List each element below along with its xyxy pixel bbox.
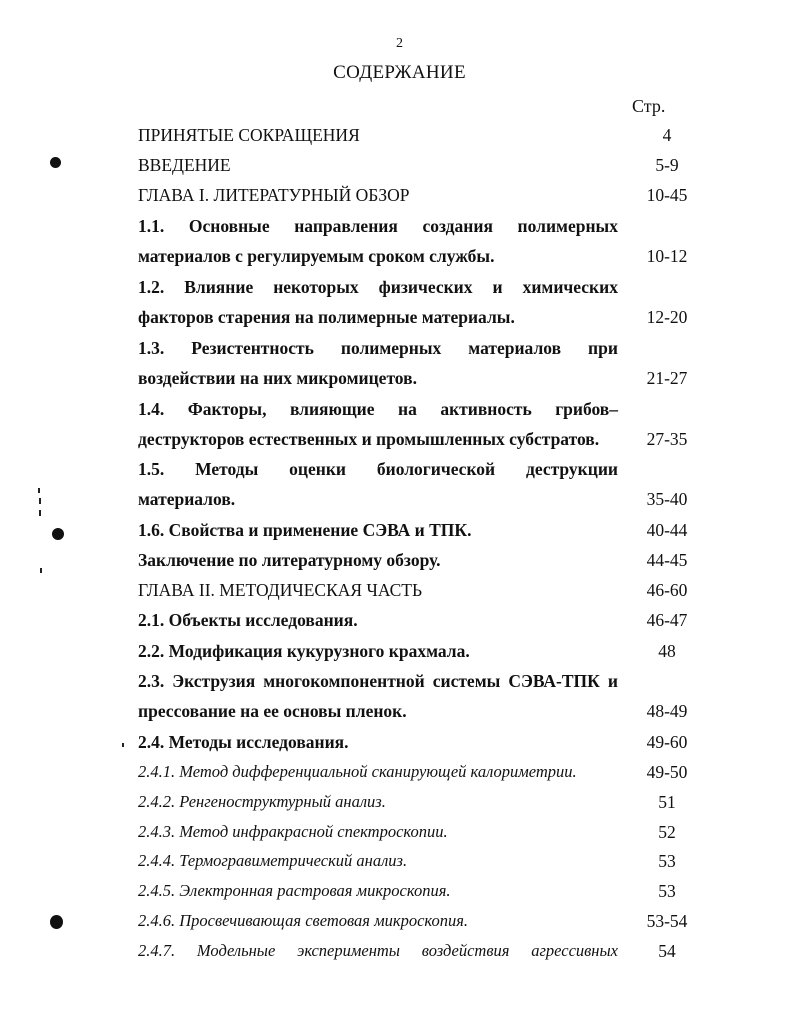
toc-page: 10-45 <box>646 185 688 205</box>
toc-page: 40-44 <box>646 520 688 540</box>
toc-page: 27-35 <box>646 429 688 449</box>
toc-word: активность <box>440 399 532 419</box>
toc-page: 21-27 <box>646 368 688 388</box>
toc-word: Факторы, <box>187 399 267 419</box>
page-number: 2 <box>396 36 403 51</box>
toc-entry-1-4-line1 <box>138 398 618 420</box>
scan-tick <box>39 498 41 504</box>
toc-entry-2-3-line2: прессование на ее основы пленок. <box>138 701 407 721</box>
toc-page: 10-12 <box>646 246 688 266</box>
toc-word: Модельные <box>196 941 276 960</box>
toc-page: 5-9 <box>655 155 679 175</box>
toc-entry-2-4-1: 2.4.1. Метод дифференциальной сканирующей калориметрии. <box>138 762 577 781</box>
scan-spot <box>50 157 61 168</box>
toc-entry-1-2-line2: факторов старения на полимерные материалы. <box>138 307 515 327</box>
page-column-header: Стр. <box>632 96 666 116</box>
toc-word: физических <box>378 277 473 297</box>
toc-word: воздействия <box>421 941 510 960</box>
toc-word: направления <box>294 216 398 236</box>
toc-word: материалов <box>468 338 562 358</box>
toc-word: оценки <box>289 459 347 479</box>
toc-word: химических <box>522 277 618 297</box>
toc-entry-1-5-line2: материалов. <box>138 489 236 509</box>
toc-page: 48-49 <box>646 701 688 721</box>
toc-page: 54 <box>658 941 676 961</box>
scan-tick <box>40 568 42 573</box>
toc-word: многокомпонентной <box>263 671 425 691</box>
toc-word: 1.4. <box>138 399 165 419</box>
toc-page: 44-45 <box>646 550 688 570</box>
toc-page: 49-60 <box>646 732 688 752</box>
toc-word: 1.3. <box>138 338 165 358</box>
scan-tick <box>39 510 41 516</box>
toc-entry-2-4-5: 2.4.5. Электронная растровая микроскопия. <box>138 881 451 900</box>
scan-tick <box>38 488 40 493</box>
toc-page: 49-50 <box>646 762 688 782</box>
toc-entry-2-3-line1 <box>138 670 618 692</box>
toc-entry-1-6: 1.6. Свойства и применение СЭВА и ТПК. <box>138 520 472 540</box>
toc-entry-2-4-7 <box>138 940 618 962</box>
toc-page: 51 <box>658 792 676 812</box>
toc-word: биологической <box>376 459 496 479</box>
toc-word: Влияние <box>184 277 254 297</box>
toc-word: полимерных <box>340 338 442 358</box>
toc-word: Методы <box>195 459 259 479</box>
toc-word: Резистентность <box>191 338 314 358</box>
toc-word: 1.2. <box>138 277 165 297</box>
toc-entry-abbreviations: ПРИНЯТЫЕ СОКРАЩЕНИЯ <box>138 125 360 145</box>
toc-entry-2-4-4: 2.4.4. Термогравиметрический анализ. <box>138 851 408 870</box>
toc-page: 35-40 <box>646 489 688 509</box>
toc-entry-2-4-2: 2.4.2. Ренгеноструктурный анализ. <box>138 792 386 811</box>
toc-page: 46-60 <box>646 580 688 600</box>
toc-word: создания <box>422 216 493 236</box>
toc-word: 2.3. <box>138 671 165 691</box>
toc-page: 53 <box>658 851 676 871</box>
toc-word: при <box>588 338 618 358</box>
toc-entry-2-4: 2.4. Методы исследования. <box>138 732 349 752</box>
scan-spot <box>50 915 63 929</box>
toc-word: Экструзия <box>172 671 256 691</box>
toc-entry-1-3-line1 <box>138 337 618 359</box>
scan-tick <box>122 743 124 747</box>
toc-entry-chapter-1: ГЛАВА I. ЛИТЕРАТУРНЫЙ ОБЗОР <box>138 185 410 205</box>
toc-entry-2-4-6: 2.4.6. Просвечивающая световая микроскопия. <box>138 911 469 930</box>
toc-entry-1-1-line2: материалов с регулируемым сроком службы. <box>138 246 495 266</box>
toc-word: эксперименты <box>297 941 400 960</box>
toc-entry-1-3-line2: воздействии на них микромицетов. <box>138 368 417 388</box>
toc-entry-1-1-line1 <box>138 215 618 237</box>
toc-entry-1-4-line2: деструкторов естественных и промышленных субстратов. <box>138 429 600 449</box>
toc-entry-2-2: 2.2. Модификация кукурузного крахмала. <box>138 641 470 661</box>
toc-entry-1-2-line1 <box>138 276 618 298</box>
toc-word: Основные <box>188 216 270 236</box>
toc-page: 12-20 <box>646 307 688 327</box>
scan-spot <box>52 528 64 540</box>
toc-word: 1.5. <box>138 459 165 479</box>
toc-page: 53-54 <box>646 911 688 931</box>
toc-word: на <box>398 399 417 419</box>
toc-entry-1-5-line1 <box>138 458 618 480</box>
page-title: СОДЕРЖАНИЕ <box>333 62 466 83</box>
toc-page: 4 <box>662 125 672 145</box>
toc-word: деструкции <box>526 459 618 479</box>
toc-entry-2-1: 2.1. Объекты исследования. <box>138 610 358 630</box>
toc-entry-conclusion: Заключение по литературному обзору. <box>138 550 441 570</box>
toc-page: 52 <box>658 822 676 842</box>
toc-word: и <box>492 277 503 297</box>
toc-word: 1.1. <box>138 216 165 236</box>
toc-entry-2-4-3: 2.4.3. Метод инфракрасной спектроскопии. <box>138 822 448 841</box>
toc-word: грибов– <box>555 399 618 419</box>
toc-entry-chapter-2: ГЛАВА II. МЕТОДИЧЕСКАЯ ЧАСТЬ <box>138 580 422 600</box>
toc-page: 48 <box>658 641 676 661</box>
toc-page: 46-47 <box>646 610 688 630</box>
toc-entry-introduction: ВВЕДЕНИЕ <box>138 155 231 175</box>
toc-word: влияющие <box>289 399 375 419</box>
toc-word: и <box>607 671 618 691</box>
toc-word: СЭВА-ТПК <box>508 671 600 691</box>
toc-word: системы <box>432 671 501 691</box>
toc-word: полимерных <box>517 216 618 236</box>
toc-page: 53 <box>658 881 676 901</box>
toc-word: агрессивных <box>531 941 618 960</box>
toc-word: 2.4.7. <box>138 941 176 960</box>
toc-word: некоторых <box>273 277 359 297</box>
